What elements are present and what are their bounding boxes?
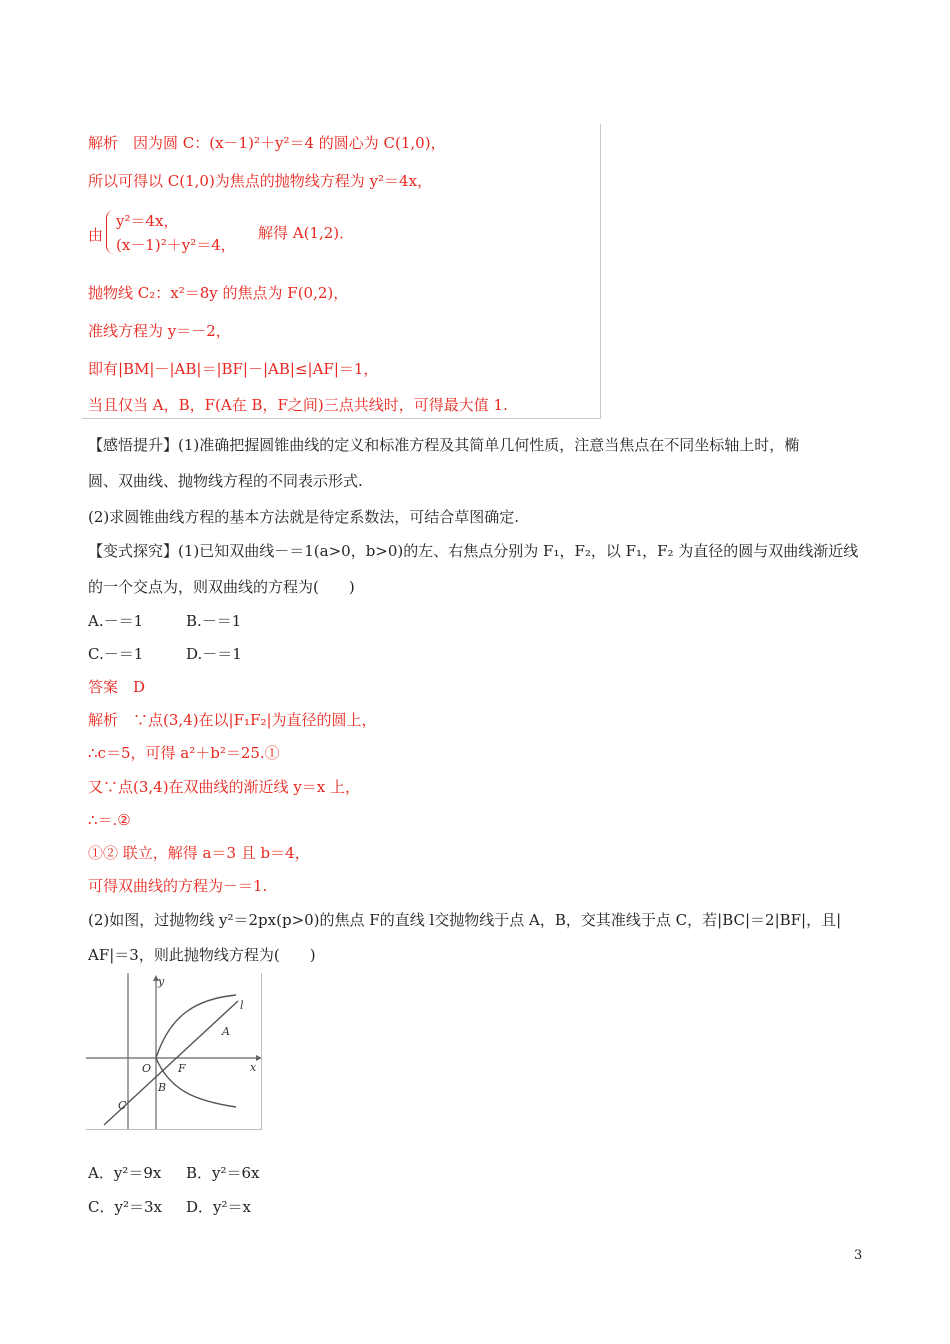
page-number: 3: [854, 1248, 863, 1263]
answer-line: 答案 D: [88, 678, 146, 696]
option-c: C.－＝1: [88, 645, 144, 663]
system-result: 解得 A(1,2)．: [258, 224, 355, 242]
variant-line-2: 的一个交点为，则双曲线的方程为( ): [88, 578, 355, 596]
solution-line-7: 当且仅当 A，B，F(A在 B，F之间)三点共线时，可得最大值 1.: [88, 396, 508, 414]
variant-line-1: 【变式探究】(1)已知双曲线－＝1(a>0，b>0)的左、右焦点分别为 F₁，F₂，以 F₁，F₂ 为直径的圆与双曲线渐近线: [88, 542, 859, 560]
parabola-curve: [156, 995, 236, 1107]
solution-line-1: 解析 因为圆 C：(x－1)²＋y²＝4 的圆心为 C(1,0)，: [88, 134, 446, 152]
parabola-graph: [86, 973, 261, 1129]
question-2-option-d: D．y²＝x: [186, 1198, 251, 1216]
solution-line-5: 准线方程为 y＝－2，: [88, 322, 231, 340]
solution-line-4: 抛物线 C₂：x²＝8y 的焦点为 F(0,2)，: [88, 284, 349, 302]
insight-line-2: 圆、双曲线、抛物线方程的不同表示形式.: [88, 472, 363, 490]
question-2-option-a: A．y²＝9x: [88, 1164, 162, 1182]
question-2-line-2: AF|＝3，则此抛物线方程为( ): [88, 946, 316, 964]
solution-line-2: 所以可得以 C(1,0)为焦点的抛物线方程为 y²＝4x，: [88, 172, 433, 190]
solution-step-5: ①② 联立，解得 a＝3 且 b＝4，: [88, 844, 310, 862]
option-a: A.－＝1: [88, 612, 144, 630]
solution-step-6: 可得双曲线的方程为－＝1.: [88, 877, 268, 895]
parabola-figure: [86, 973, 262, 1130]
label-a: A: [222, 1025, 230, 1038]
solution-box: [82, 124, 601, 419]
question-2-option-b: B．y²＝6x: [186, 1164, 260, 1182]
label-l: l: [240, 999, 244, 1012]
solution-step-2: ∴c＝5，可得 a²＋b²＝25.①: [88, 744, 280, 762]
label-f: F: [178, 1062, 186, 1075]
insight-line-3: (2)求圆锥曲线方程的基本方法就是待定系数法，可结合草图确定.: [88, 508, 520, 526]
label-c: C: [118, 1099, 127, 1112]
question-2-line-1: (2)如图，过抛物线 y²＝2px(p>0)的焦点 F的直线 l交抛物线于点 A，B，交其准线于点 C，若|BC|＝2|BF|，且|: [88, 911, 842, 929]
label-b: B: [158, 1081, 167, 1094]
solution-step-3: 又∵点(3,4)在双曲线的渐近线 y＝x 上，: [88, 778, 361, 796]
system-equation-2: (x－1)²＋y²＝4，: [116, 236, 236, 254]
label-o: O: [142, 1062, 152, 1075]
option-d: D.－＝1: [186, 645, 242, 663]
label-x: x: [250, 1061, 257, 1074]
left-brace: [106, 210, 115, 254]
insight-line-1: 【感悟提升】(1)准确把握圆锥曲线的定义和标准方程及其简单几何性质，注意当焦点在不同坐标轴上时，椭: [88, 436, 800, 454]
x-axis-arrow-icon: [256, 1055, 261, 1061]
solution-step-4: ∴＝.②: [88, 811, 131, 829]
system-prefix: 由: [88, 226, 104, 244]
solution-step-1: 解析 ∵点(3,4)在以|F₁F₂|为直径的圆上，: [88, 711, 377, 729]
system-equation-1: y²＝4x，: [116, 212, 179, 230]
option-b: B.－＝1: [186, 612, 242, 630]
solution-line-6: 即有|BM|－|AB|＝|BF|－|AB|≤|AF|＝1，: [88, 360, 379, 378]
label-y: y: [158, 975, 165, 988]
question-2-option-c: C．y²＝3x: [88, 1198, 162, 1216]
